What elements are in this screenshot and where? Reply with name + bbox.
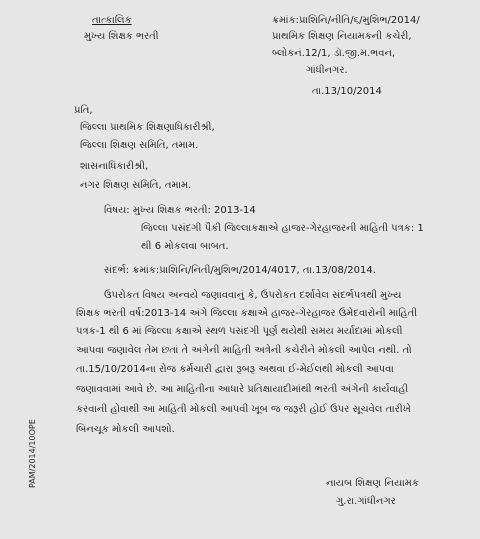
recipient-line-4: નગર શિક્ષણ સમિતિ, તમામ.	[80, 180, 192, 191]
subject-short: મુખ્ય શિક્ષક ભરતી	[84, 31, 159, 42]
recipient-prefix: પ્રતિ,	[74, 105, 93, 116]
office-city: ગાંધીનગર.	[306, 65, 348, 76]
subject-line-3: થી 6 મોકલવા બાબત.	[141, 241, 229, 252]
recipient-line-2: જિલ્લા શિક્ષણ સમિતિ, તમામ.	[80, 140, 199, 151]
office-name: પ્રાથમિક શિક્ષણ નિયામકની કચેરી,	[272, 31, 412, 42]
margin-note: PAM/2014/10OPE	[28, 419, 37, 488]
body-line: પત્રક-1 થી 6 માં જિલ્લા કક્ષાએ સ્થળ પસંદગી પૂર્ણ થયેથી સમય મર્યાદામાં મોકલી	[76, 326, 403, 337]
body-line: કરવાની હોવાથી આ માહિતી મોકલી આપવી ખૂબ જ જરૂરી હોઈ ઉપર સૂચવેલ તારીખે	[76, 404, 411, 415]
signatory-title: નાયબ શિક્ષણ નિયામક	[326, 478, 419, 489]
reference-number: ક્રમાંક:પ્રાશિનિ/નીતિ/૬/મુશિભ/2014/	[272, 15, 420, 26]
subject-line-2: જિલ્લા પસંદગી પૈકી જિલ્લાકક્ષાએ હાજર-ગેરહાજરની માહિતી પત્રક: 1	[141, 223, 424, 234]
body-line: આપવા જણાવેલ તેમ છતાં તે અંગેની માહિતી અત્રેની કચેરીને મોકલી આપેલ નથી. તો	[76, 345, 412, 356]
reference-line: સંદર્ભ: ક્રમાંક:પ્રાશિનિ/નિતી/મુશિભ/2014/4017, તા.13/08/2014.	[104, 265, 376, 276]
office-address: બ્લોકનં.12/1, ડૉ.જી.મ.ભવન,	[272, 48, 396, 59]
body-line: તા.15/10/2014ના રોજ કર્મચારી દ્વારા રૂબરૂ અથવા ઈ-મેઈલથી મોકલી આપવા	[76, 364, 394, 375]
urgent-label: તાત્કાલિક	[92, 15, 132, 26]
letter-date: તા.13/10/2014	[312, 86, 382, 97]
subject-line-1: વિષય: મુખ્ય શિક્ષક ભરતી: 2013-14	[104, 205, 256, 216]
recipient-line-3: શાસનાધિકારીશ્રી,	[80, 161, 149, 172]
body-line: ઉપરોકત વિષય અન્વયે જણાવવાનું કે, ઉપરોકત દર્શાવેલ સંદર્ભપત્રથી મુખ્ય	[104, 290, 402, 301]
body-line: બિનચૂક મોકલી આપશો.	[76, 424, 175, 435]
body-line: જણાવવામાં આવે છે. આ માહિતીના આધારે પ્રતિક્ષાયાદીમાંથી ભરતી અંગેની કાર્યવાહી	[76, 384, 409, 395]
body-line: શિક્ષક ભરતી વર્ષ:2013-14 અંગે જિલ્લા કક્ષાએ હાજર-ગેરહાજર ઉમેદવારોની માહિતી	[76, 308, 418, 319]
signatory-place: ગુ.રા.ગાંધીનગર	[336, 496, 396, 507]
recipient-line-1: જિલ્લા પ્રાથમિક શિક્ષણાધિકારીશ્રી,	[80, 122, 215, 133]
